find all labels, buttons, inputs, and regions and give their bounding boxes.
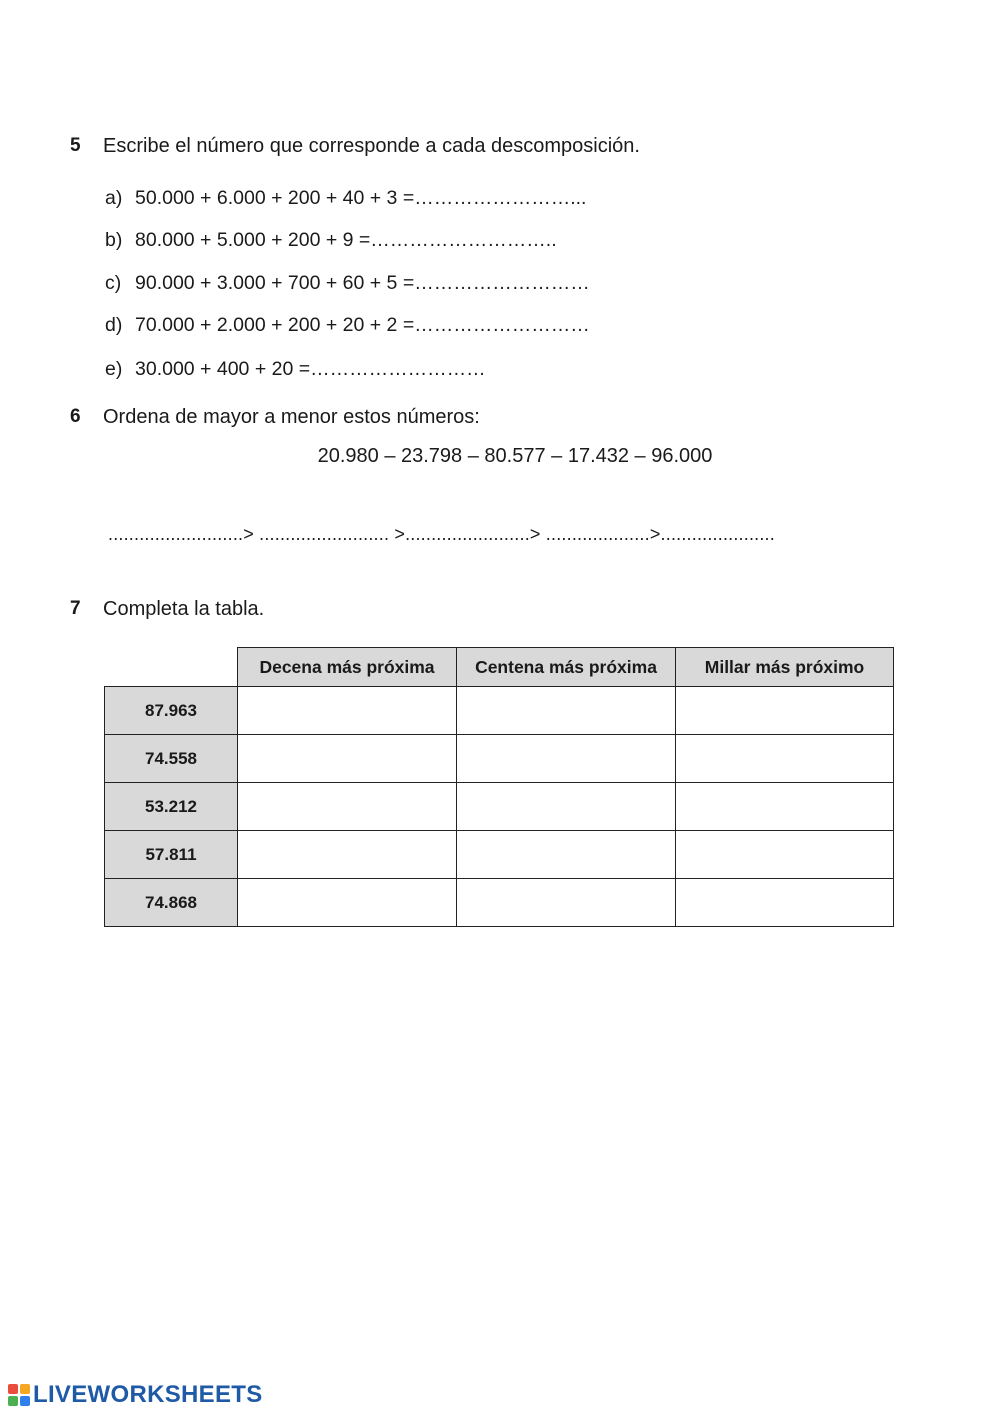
q5-item-e-expression[interactable]: 30.000 + 400 + 20 =……………………… — [135, 358, 486, 380]
answer-cell-millar[interactable] — [676, 831, 894, 879]
q5-item-b-label: b) — [105, 229, 123, 251]
answer-cell-millar[interactable] — [676, 783, 894, 831]
answer-cell-millar[interactable] — [676, 735, 894, 783]
question-6-prompt: Ordena de mayor a menor estos números: — [103, 406, 480, 428]
q5-item-c-expression[interactable]: 90.000 + 3.000 + 700 + 60 + 5 =……………………… — [135, 272, 590, 294]
answer-cell-millar[interactable] — [676, 687, 894, 735]
number-sequence: 20.980 – 23.798 – 80.577 – 17.432 – 96.000 — [317, 445, 713, 467]
q5-item-d-label: d) — [105, 314, 123, 336]
logo-text: LIVEWORKSHEETS — [33, 1381, 263, 1408]
table-row — [105, 879, 894, 927]
row-number: 53.212 — [105, 783, 238, 831]
table-header-row — [105, 648, 894, 687]
answer-cell-decena[interactable] — [238, 831, 457, 879]
logo-blocks-icon — [8, 1384, 30, 1406]
answer-cell-decena[interactable] — [238, 687, 457, 735]
q5-item-e — [105, 358, 486, 381]
liveworksheets-logo — [8, 1381, 263, 1409]
q5-item-b — [105, 229, 557, 252]
q5-item-b-expression[interactable]: 80.000 + 5.000 + 200 + 9 =……………………….. — [135, 229, 557, 251]
rounding-table — [104, 647, 894, 927]
logo-block-1 — [8, 1384, 18, 1394]
q5-item-a-label: a) — [105, 187, 123, 209]
ordering-answer-line[interactable]: ..........................> ......................... >........................> ....................>...................... — [108, 524, 775, 544]
table-row — [105, 783, 894, 831]
row-number: 74.558 — [105, 735, 238, 783]
logo-block-2 — [20, 1384, 30, 1394]
answer-cell-millar[interactable] — [676, 879, 894, 927]
logo-block-3 — [8, 1396, 18, 1406]
q5-item-a — [105, 187, 586, 210]
answer-cell-decena[interactable] — [238, 783, 457, 831]
table-row — [105, 831, 894, 879]
q5-item-c-label: c) — [105, 272, 122, 294]
question-6-number: 6 — [70, 406, 81, 427]
q5-item-d-expression[interactable]: 70.000 + 2.000 + 200 + 20 + 2 =……………………… — [135, 314, 590, 336]
row-number: 87.963 — [105, 687, 238, 735]
answer-cell-centena[interactable] — [457, 735, 676, 783]
row-number: 74.868 — [105, 879, 238, 927]
answer-cell-centena[interactable] — [457, 831, 676, 879]
logo-block-4 — [20, 1396, 30, 1406]
question-7-prompt: Completa la tabla. — [103, 598, 265, 620]
answer-cell-centena[interactable] — [457, 783, 676, 831]
answer-cell-centena[interactable] — [457, 687, 676, 735]
header-centena: Centena más próxima — [457, 648, 676, 687]
question-5-prompt: Escribe el número que corresponde a cada descomposición. — [103, 135, 640, 157]
table-corner-cell — [105, 648, 238, 687]
table-row — [105, 735, 894, 783]
answer-cell-decena[interactable] — [238, 879, 457, 927]
question-7-number: 7 — [70, 598, 81, 619]
q5-item-e-label: e) — [105, 358, 123, 380]
table-row — [105, 687, 894, 735]
q5-item-a-expression[interactable]: 50.000 + 6.000 + 200 + 40 + 3 =……………………... — [135, 187, 587, 209]
row-number: 57.811 — [105, 831, 238, 879]
header-millar: Millar más próximo — [676, 648, 894, 687]
question-5-number: 5 — [70, 135, 81, 156]
q5-item-c — [105, 272, 590, 295]
answer-cell-centena[interactable] — [457, 879, 676, 927]
header-decena: Decena más próxima — [238, 648, 457, 687]
answer-cell-decena[interactable] — [238, 735, 457, 783]
q5-item-d — [105, 314, 590, 337]
